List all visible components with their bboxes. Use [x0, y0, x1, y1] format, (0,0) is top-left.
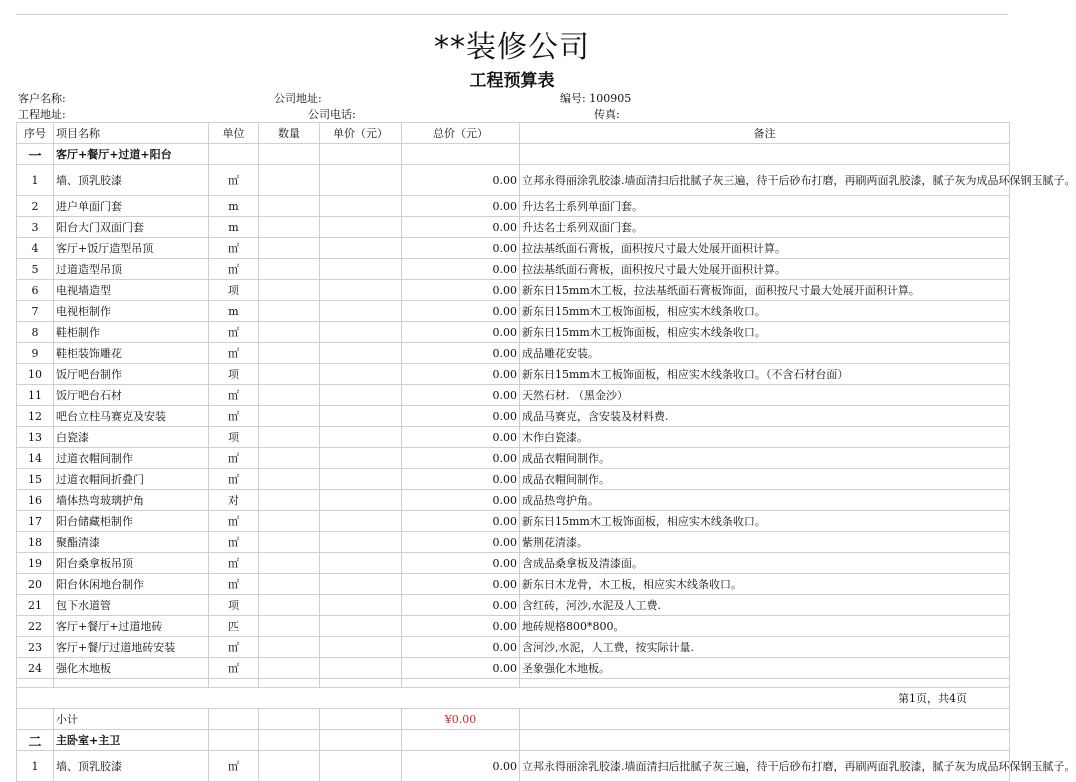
- empty-cell: [209, 144, 259, 165]
- item-total[interactable]: 0.00: [402, 469, 520, 490]
- item-total[interactable]: 0.00: [402, 511, 520, 532]
- item-note[interactable]: 含成品桑拿板及清漆面。: [520, 553, 1010, 574]
- item-unit[interactable]: ㎡: [209, 511, 259, 532]
- item-qty[interactable]: [259, 259, 320, 280]
- item-unit[interactable]: ㎡: [209, 532, 259, 553]
- item-name[interactable]: 饭厅吧台制作: [54, 364, 209, 385]
- item-price[interactable]: [320, 490, 402, 511]
- empty-cell: [520, 679, 1010, 688]
- company-title: **装修公司: [434, 30, 590, 65]
- item-qty[interactable]: [259, 490, 320, 511]
- section-row: [17, 730, 1010, 751]
- item-unit[interactable]: ㎡: [209, 406, 259, 427]
- item-name[interactable]: 鞋柜制作: [54, 322, 209, 343]
- item-price[interactable]: [320, 259, 402, 280]
- item-price[interactable]: [320, 238, 402, 259]
- empty-cell: [320, 144, 402, 165]
- item-note[interactable]: 新东日15mm木工板饰面板，相应实木线条收口。: [520, 511, 1010, 532]
- item-qty[interactable]: [259, 385, 320, 406]
- item-unit[interactable]: 对: [209, 490, 259, 511]
- code-label: 编号: 100905: [560, 92, 632, 105]
- item-qty[interactable]: [259, 343, 320, 364]
- table-row: [17, 343, 1010, 364]
- item-total[interactable]: 0.00: [402, 427, 520, 448]
- item-unit[interactable]: 匹: [209, 616, 259, 637]
- item-price[interactable]: [320, 511, 402, 532]
- item-total[interactable]: 0.00: [402, 322, 520, 343]
- table-row: [17, 469, 1010, 490]
- empty-cell: [17, 709, 54, 730]
- item-total[interactable]: 0.00: [402, 616, 520, 637]
- table-row: [17, 385, 1010, 406]
- empty-cell: [259, 679, 320, 688]
- table-row: [17, 322, 1010, 343]
- item-no[interactable]: 21: [17, 595, 54, 616]
- empty-cell: [402, 144, 520, 165]
- table-row: [17, 637, 1010, 658]
- item-qty[interactable]: [259, 322, 320, 343]
- item-no[interactable]: 20: [17, 574, 54, 595]
- table-row: [17, 364, 1010, 385]
- item-price[interactable]: [320, 343, 402, 364]
- item-no[interactable]: 5: [17, 259, 54, 280]
- item-total[interactable]: 0.00: [402, 301, 520, 322]
- item-total[interactable]: 0.00: [402, 259, 520, 280]
- table-row: [17, 511, 1010, 532]
- item-qty[interactable]: [259, 217, 320, 238]
- item-note[interactable]: 成品雕花安装。: [520, 343, 1010, 364]
- item-no[interactable]: 22: [17, 616, 54, 637]
- item-qty[interactable]: [259, 196, 320, 217]
- item-total[interactable]: 0.00: [402, 637, 520, 658]
- item-unit[interactable]: ㎡: [209, 165, 259, 196]
- item-name[interactable]: 阳台桑拿板吊顶: [54, 553, 209, 574]
- section-number: 二: [17, 730, 54, 751]
- item-name[interactable]: 饭厅吧台石材: [54, 385, 209, 406]
- budget-table: [16, 122, 1076, 782]
- item-unit[interactable]: ㎡: [209, 322, 259, 343]
- item-note[interactable]: 含红砖，河沙,水泥及人工费.: [520, 595, 1010, 616]
- item-total[interactable]: 0.00: [402, 574, 520, 595]
- item-price[interactable]: [320, 751, 402, 782]
- item-name[interactable]: 包下水道管: [54, 595, 209, 616]
- item-note[interactable]: 成品衣帽间制作。: [520, 469, 1010, 490]
- header-note: 备注: [520, 123, 1010, 144]
- empty-cell: [320, 730, 402, 751]
- header-name: 项目名称: [54, 123, 209, 144]
- item-name[interactable]: 阳台大门双面门套: [54, 217, 209, 238]
- empty-cell: [209, 730, 259, 751]
- item-total[interactable]: 0.00: [402, 532, 520, 553]
- item-total[interactable]: 0.00: [402, 364, 520, 385]
- item-price[interactable]: [320, 595, 402, 616]
- item-unit[interactable]: 项: [209, 595, 259, 616]
- item-note[interactable]: 木作白瓷漆。: [520, 427, 1010, 448]
- item-name[interactable]: 进户单面门套: [54, 196, 209, 217]
- table-row: [17, 217, 1010, 238]
- item-total[interactable]: 0.00: [402, 553, 520, 574]
- item-total[interactable]: 0.00: [402, 343, 520, 364]
- section-row: [17, 144, 1010, 165]
- subtotal-label: 小计: [54, 709, 209, 730]
- item-price[interactable]: [320, 385, 402, 406]
- item-name[interactable]: 墙、顶乳胶漆: [54, 165, 209, 196]
- item-name[interactable]: 阳台储藏柜制作: [54, 511, 209, 532]
- project-address-label: 工程地址:: [18, 108, 66, 121]
- item-total[interactable]: 0.00: [402, 280, 520, 301]
- item-no[interactable]: 14: [17, 448, 54, 469]
- table-row: [17, 427, 1010, 448]
- table-row: [17, 490, 1010, 511]
- item-unit[interactable]: ㎡: [209, 637, 259, 658]
- spacer-row: [17, 679, 1010, 688]
- top-rule: [16, 14, 1008, 15]
- header-unit: 单位: [209, 123, 259, 144]
- item-name[interactable]: 吧台立柱马赛克及安装: [54, 406, 209, 427]
- item-total[interactable]: 0.00: [402, 595, 520, 616]
- empty-cell: [259, 144, 320, 165]
- item-unit[interactable]: 项: [209, 280, 259, 301]
- item-qty[interactable]: [259, 427, 320, 448]
- item-no[interactable]: 7: [17, 301, 54, 322]
- empty-cell: [209, 679, 259, 688]
- table-row: [17, 595, 1010, 616]
- subtotal-value: ¥0.00: [402, 709, 520, 730]
- empty-cell: [320, 709, 402, 730]
- empty-cell: [520, 730, 1010, 751]
- item-no[interactable]: 15: [17, 469, 54, 490]
- header-row: [17, 123, 1010, 144]
- item-unit[interactable]: ㎡: [209, 658, 259, 679]
- item-note[interactable]: 新东日15mm木工板饰面板，相应实木线条收口。: [520, 301, 1010, 322]
- item-no[interactable]: 1: [17, 751, 54, 782]
- item-price[interactable]: [320, 427, 402, 448]
- item-note[interactable]: 拉法基纸面石膏板，面积按尺寸最大处展开面积计算。: [520, 259, 1010, 280]
- item-no[interactable]: 13: [17, 427, 54, 448]
- item-note[interactable]: 升达名士系列单面门套。: [520, 196, 1010, 217]
- section-title: 主卧室+主卫: [54, 730, 209, 751]
- item-note[interactable]: 立邦永得丽涂乳胶漆.墙面清扫后批腻子灰三遍，待干后砂布打磨，再刷两面乳胶漆，腻子灰为成品环保钢玉腻子。: [520, 751, 1010, 782]
- item-note[interactable]: 成品热弯护角。: [520, 490, 1010, 511]
- item-name[interactable]: 电视柜制作: [54, 301, 209, 322]
- empty-cell: [320, 679, 402, 688]
- header-price: 单价（元）: [320, 123, 402, 144]
- item-price[interactable]: [320, 196, 402, 217]
- item-unit[interactable]: m: [209, 196, 259, 217]
- item-total[interactable]: 0.00: [402, 751, 520, 782]
- item-price[interactable]: [320, 637, 402, 658]
- item-qty[interactable]: [259, 616, 320, 637]
- item-price[interactable]: [320, 532, 402, 553]
- item-qty[interactable]: [259, 637, 320, 658]
- empty-cell: [54, 679, 209, 688]
- subtotal-row: [17, 709, 1010, 730]
- item-total[interactable]: 0.00: [402, 217, 520, 238]
- table-row: [17, 165, 1010, 196]
- empty-cell: [402, 730, 520, 751]
- empty-cell: [520, 709, 1010, 730]
- item-total[interactable]: 0.00: [402, 385, 520, 406]
- item-name[interactable]: 客厅+餐厅+过道地砖: [54, 616, 209, 637]
- item-no[interactable]: 3: [17, 217, 54, 238]
- item-name[interactable]: 鞋柜装饰雕花: [54, 343, 209, 364]
- item-name[interactable]: 阳台休闲地台制作: [54, 574, 209, 595]
- item-note[interactable]: 地砖规格800*800。: [520, 616, 1010, 637]
- item-name[interactable]: 过道衣帽间折叠门: [54, 469, 209, 490]
- item-no[interactable]: 19: [17, 553, 54, 574]
- item-name[interactable]: 白瓷漆: [54, 427, 209, 448]
- item-unit[interactable]: ㎡: [209, 448, 259, 469]
- item-unit[interactable]: 项: [209, 427, 259, 448]
- item-name[interactable]: 客厅+饭厅造型吊顶: [54, 238, 209, 259]
- page-info-row: [17, 688, 1010, 709]
- item-unit[interactable]: ㎡: [209, 553, 259, 574]
- item-unit[interactable]: m: [209, 301, 259, 322]
- item-total[interactable]: 0.00: [402, 448, 520, 469]
- fax-label: 传真:: [594, 108, 620, 121]
- item-no[interactable]: 6: [17, 280, 54, 301]
- item-note[interactable]: 圣象强化木地板。: [520, 658, 1010, 679]
- item-no[interactable]: 2: [17, 196, 54, 217]
- table-row: [17, 259, 1010, 280]
- table-row: [17, 574, 1010, 595]
- item-note[interactable]: 成品马赛克，含安装及材料费.: [520, 406, 1010, 427]
- item-note[interactable]: 紫荆花清漆。: [520, 532, 1010, 553]
- item-note[interactable]: 成品衣帽间制作。: [520, 448, 1010, 469]
- sheet-subtitle: 工程预算表: [469, 71, 555, 91]
- item-name[interactable]: 墙、顶乳胶漆: [54, 751, 209, 782]
- item-note[interactable]: 含河沙,水泥，人工费，按实际计量.: [520, 637, 1010, 658]
- item-total[interactable]: 0.00: [402, 196, 520, 217]
- item-qty[interactable]: [259, 469, 320, 490]
- page-info: 第1页，共4页: [17, 688, 1010, 709]
- item-qty[interactable]: [259, 448, 320, 469]
- item-qty[interactable]: [259, 553, 320, 574]
- item-qty[interactable]: [259, 511, 320, 532]
- item-no[interactable]: 23: [17, 637, 54, 658]
- item-unit[interactable]: ㎡: [209, 385, 259, 406]
- item-unit[interactable]: ㎡: [209, 238, 259, 259]
- table-row: [17, 448, 1010, 469]
- item-name[interactable]: 强化木地板: [54, 658, 209, 679]
- item-no[interactable]: 24: [17, 658, 54, 679]
- item-price[interactable]: [320, 322, 402, 343]
- item-qty[interactable]: [259, 658, 320, 679]
- item-unit[interactable]: ㎡: [209, 751, 259, 782]
- section-number: 一: [17, 144, 54, 165]
- header-qty: 数量: [259, 123, 320, 144]
- item-qty[interactable]: [259, 238, 320, 259]
- item-price[interactable]: [320, 616, 402, 637]
- item-qty[interactable]: [259, 301, 320, 322]
- customer-name-label: 客户名称:: [18, 92, 66, 105]
- item-total[interactable]: 0.00: [402, 238, 520, 259]
- item-no[interactable]: 11: [17, 385, 54, 406]
- item-name[interactable]: 电视墙造型: [54, 280, 209, 301]
- empty-cell: [17, 679, 54, 688]
- item-unit[interactable]: ㎡: [209, 259, 259, 280]
- table-row: [17, 532, 1010, 553]
- item-no[interactable]: 8: [17, 322, 54, 343]
- item-no[interactable]: 1: [17, 165, 54, 196]
- item-note[interactable]: 拉法基纸面石膏板，面积按尺寸最大处展开面积计算。: [520, 238, 1010, 259]
- item-unit[interactable]: ㎡: [209, 343, 259, 364]
- item-no[interactable]: 4: [17, 238, 54, 259]
- empty-cell: [259, 730, 320, 751]
- table-row: [17, 238, 1010, 259]
- item-total[interactable]: 0.00: [402, 165, 520, 196]
- item-no[interactable]: 18: [17, 532, 54, 553]
- item-qty[interactable]: [259, 406, 320, 427]
- header-no: 序号: [17, 123, 54, 144]
- item-qty[interactable]: [259, 280, 320, 301]
- item-name[interactable]: 过道衣帽间制作: [54, 448, 209, 469]
- table-row: [17, 406, 1010, 427]
- item-name[interactable]: 墙体热弯玻璃护角: [54, 490, 209, 511]
- item-no[interactable]: 10: [17, 364, 54, 385]
- item-price[interactable]: [320, 280, 402, 301]
- item-price[interactable]: [320, 406, 402, 427]
- item-name[interactable]: 聚酯清漆: [54, 532, 209, 553]
- item-price[interactable]: [320, 301, 402, 322]
- item-price[interactable]: [320, 364, 402, 385]
- item-note[interactable]: 新东日15mm木工板饰面板，相应实木线条收口。: [520, 322, 1010, 343]
- empty-cell: [402, 679, 520, 688]
- item-qty[interactable]: [259, 532, 320, 553]
- item-no[interactable]: 9: [17, 343, 54, 364]
- item-total[interactable]: 0.00: [402, 490, 520, 511]
- item-total[interactable]: 0.00: [402, 406, 520, 427]
- empty-cell: [259, 709, 320, 730]
- item-qty[interactable]: [259, 595, 320, 616]
- section-title: 客厅+餐厅+过道+阳台: [54, 144, 209, 165]
- table-row: [17, 553, 1010, 574]
- item-qty[interactable]: [259, 574, 320, 595]
- table-row: [17, 280, 1010, 301]
- item-price[interactable]: [320, 574, 402, 595]
- item-no[interactable]: 16: [17, 490, 54, 511]
- item-note[interactable]: 升达名士系列双面门套。: [520, 217, 1010, 238]
- item-price[interactable]: [320, 469, 402, 490]
- table-row: [17, 751, 1010, 782]
- item-unit[interactable]: ㎡: [209, 574, 259, 595]
- item-name[interactable]: 客厅+餐厅过道地砖安装: [54, 637, 209, 658]
- table-row: [17, 301, 1010, 322]
- item-note[interactable]: 新东日15mm木工板饰面板，相应实木线条收口。（不含石材台面）: [520, 364, 1010, 385]
- item-note[interactable]: 新东日15mm木工板，拉法基纸面石膏板饰面，面积按尺寸最大处展开面积计算。: [520, 280, 1010, 301]
- empty-cell: [209, 709, 259, 730]
- item-note[interactable]: 新东日木龙骨，木工板，相应实木线条收口。: [520, 574, 1010, 595]
- company-phone-label: 公司电话:: [308, 108, 356, 121]
- item-note[interactable]: 天然石材. （黑金沙）: [520, 385, 1010, 406]
- item-unit[interactable]: 项: [209, 364, 259, 385]
- item-price[interactable]: [320, 658, 402, 679]
- empty-cell: [520, 144, 1010, 165]
- item-note[interactable]: 立邦永得丽涂乳胶漆.墙面清扫后批腻子灰三遍，待干后砂布打磨，再刷两面乳胶漆，腻子灰为成品环保钢玉腻子。: [520, 165, 1010, 196]
- item-price[interactable]: [320, 165, 402, 196]
- table-row: [17, 658, 1010, 679]
- item-qty[interactable]: [259, 165, 320, 196]
- item-no[interactable]: 17: [17, 511, 54, 532]
- company-address-label: 公司地址:: [274, 92, 322, 105]
- item-qty[interactable]: [259, 364, 320, 385]
- item-unit[interactable]: ㎡: [209, 469, 259, 490]
- item-price[interactable]: [320, 553, 402, 574]
- item-price[interactable]: [320, 448, 402, 469]
- table-row: [17, 196, 1010, 217]
- table-row: [17, 616, 1010, 637]
- item-unit[interactable]: m: [209, 217, 259, 238]
- item-price[interactable]: [320, 217, 402, 238]
- item-name[interactable]: 过道造型吊顶: [54, 259, 209, 280]
- item-total[interactable]: 0.00: [402, 658, 520, 679]
- item-no[interactable]: 12: [17, 406, 54, 427]
- header-total: 总价（元）: [402, 123, 520, 144]
- item-qty[interactable]: [259, 751, 320, 782]
